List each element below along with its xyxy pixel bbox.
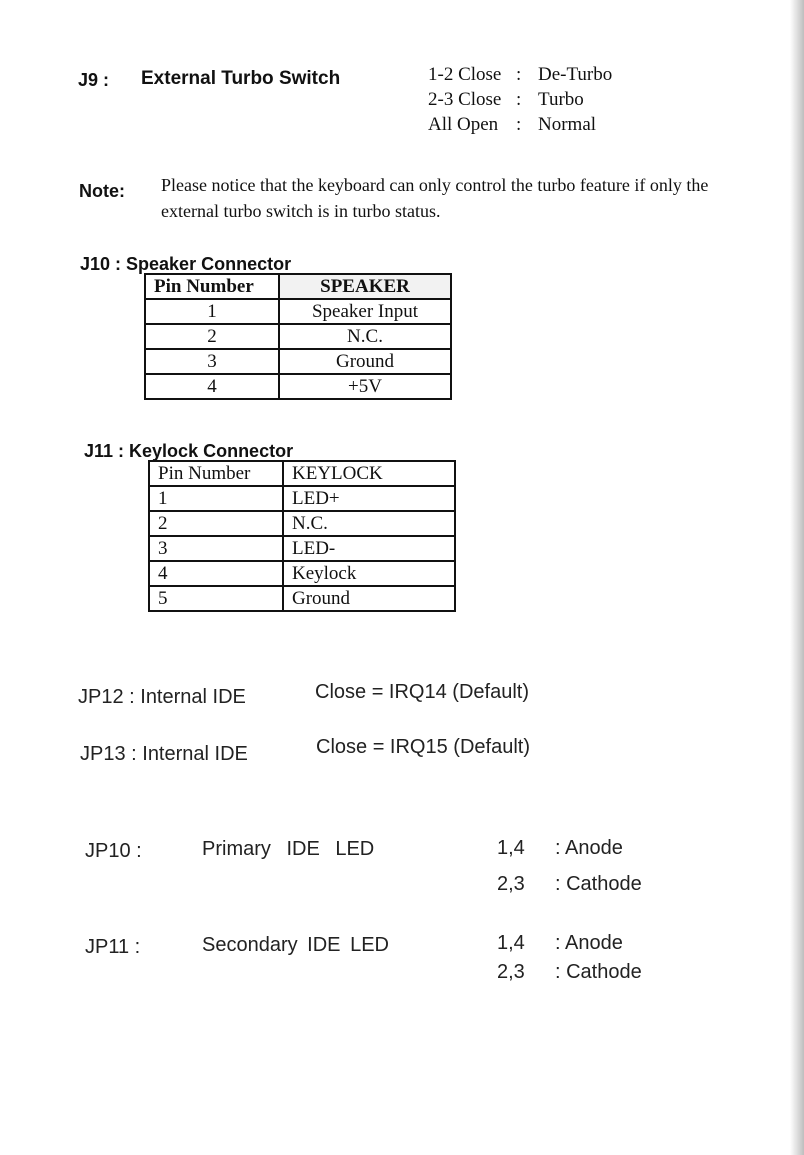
j11-title: J11 : Keylock Connector [84, 441, 294, 461]
jp12-label: JP12 : Internal IDE [78, 686, 246, 708]
j9-option-row [428, 112, 612, 137]
keylock-connector-table [148, 460, 456, 612]
table-row [149, 511, 455, 536]
signal-cell: +5V [279, 374, 451, 399]
jp10-pin-list [497, 830, 642, 902]
j9-label: J9 : [78, 70, 110, 90]
pin-cell: 1 [145, 299, 279, 324]
table-row [145, 324, 451, 349]
j9-option-value: Normal [538, 114, 597, 135]
pin-function: : Anode [555, 837, 623, 859]
pin-row [497, 958, 642, 987]
jp13-setting: Close = IRQ15 (Default) [316, 736, 530, 758]
j10-title: J10 : Speaker Connector [80, 254, 292, 274]
pin-row [497, 866, 642, 902]
j9-option-row [428, 87, 612, 112]
pin-cell: 5 [149, 586, 283, 611]
jp11-pin-list [497, 929, 642, 987]
signal-cell: Keylock [283, 561, 455, 586]
pin-cell: 1 [149, 486, 283, 511]
table-row [145, 349, 451, 374]
pin-numbers: 1,4 [497, 837, 525, 859]
table-row [149, 586, 455, 611]
j9-options [428, 62, 612, 137]
column-header: KEYLOCK [283, 461, 455, 486]
pin-cell: 3 [145, 349, 279, 374]
j9-option-pins: 2-3 Close [428, 89, 502, 110]
j9-option-value: De-Turbo [538, 64, 613, 85]
table-row [145, 374, 451, 399]
note-text: Please notice that the keyboard can only control the turbo feature if only the external turbo switch is in turbo status. [161, 175, 709, 221]
signal-cell: N.C. [279, 324, 451, 349]
page-edge-shadow [790, 0, 804, 1155]
pin-numbers: 1,4 [497, 932, 525, 954]
pin-function: : Anode [555, 932, 623, 954]
j9-option-sep: : [516, 114, 522, 135]
pin-cell: 2 [145, 324, 279, 349]
table-row [145, 299, 451, 324]
j9-option-row [428, 62, 612, 87]
table-row [149, 536, 455, 561]
pin-function: : Cathode [555, 873, 642, 895]
pin-cell: 3 [149, 536, 283, 561]
pin-numbers: 2,3 [497, 873, 525, 895]
pin-numbers: 2,3 [497, 961, 525, 983]
j9-option-sep: : [516, 89, 522, 110]
jp10-description: Primary IDE LED [202, 838, 375, 860]
j9-option-pins: All Open [428, 114, 499, 135]
pin-row [497, 929, 642, 958]
jp13-label: JP13 : Internal IDE [80, 743, 248, 765]
jp12-setting: Close = IRQ14 (Default) [315, 681, 529, 703]
j9-option-pins: 1-2 Close [428, 64, 502, 85]
table-header-row [149, 461, 455, 486]
j9-option-value: Turbo [538, 89, 584, 110]
table-row [149, 561, 455, 586]
note-label: Note: [79, 181, 125, 201]
signal-cell: Ground [283, 586, 455, 611]
jp10-label: JP10 : [85, 840, 142, 862]
signal-cell: LED- [283, 536, 455, 561]
pin-row [497, 830, 642, 866]
pin-function: : Cathode [555, 961, 642, 983]
pin-cell: 2 [149, 511, 283, 536]
column-header: Pin Number [149, 461, 283, 486]
speaker-connector-table [144, 273, 452, 400]
jp11-label: JP11 : [85, 936, 141, 958]
jp11-description: Secondary IDE LED [202, 934, 389, 956]
column-header: Pin Number [145, 274, 279, 299]
signal-cell: Ground [279, 349, 451, 374]
signal-cell: LED+ [283, 486, 455, 511]
signal-cell: N.C. [283, 511, 455, 536]
table-header-row [145, 274, 451, 299]
signal-cell: Speaker Input [279, 299, 451, 324]
j9-option-sep: : [516, 64, 522, 85]
table-row [149, 486, 455, 511]
pin-cell: 4 [149, 561, 283, 586]
column-header: SPEAKER [279, 274, 451, 299]
j9-title: External Turbo Switch [141, 68, 341, 89]
pin-cell: 4 [145, 374, 279, 399]
